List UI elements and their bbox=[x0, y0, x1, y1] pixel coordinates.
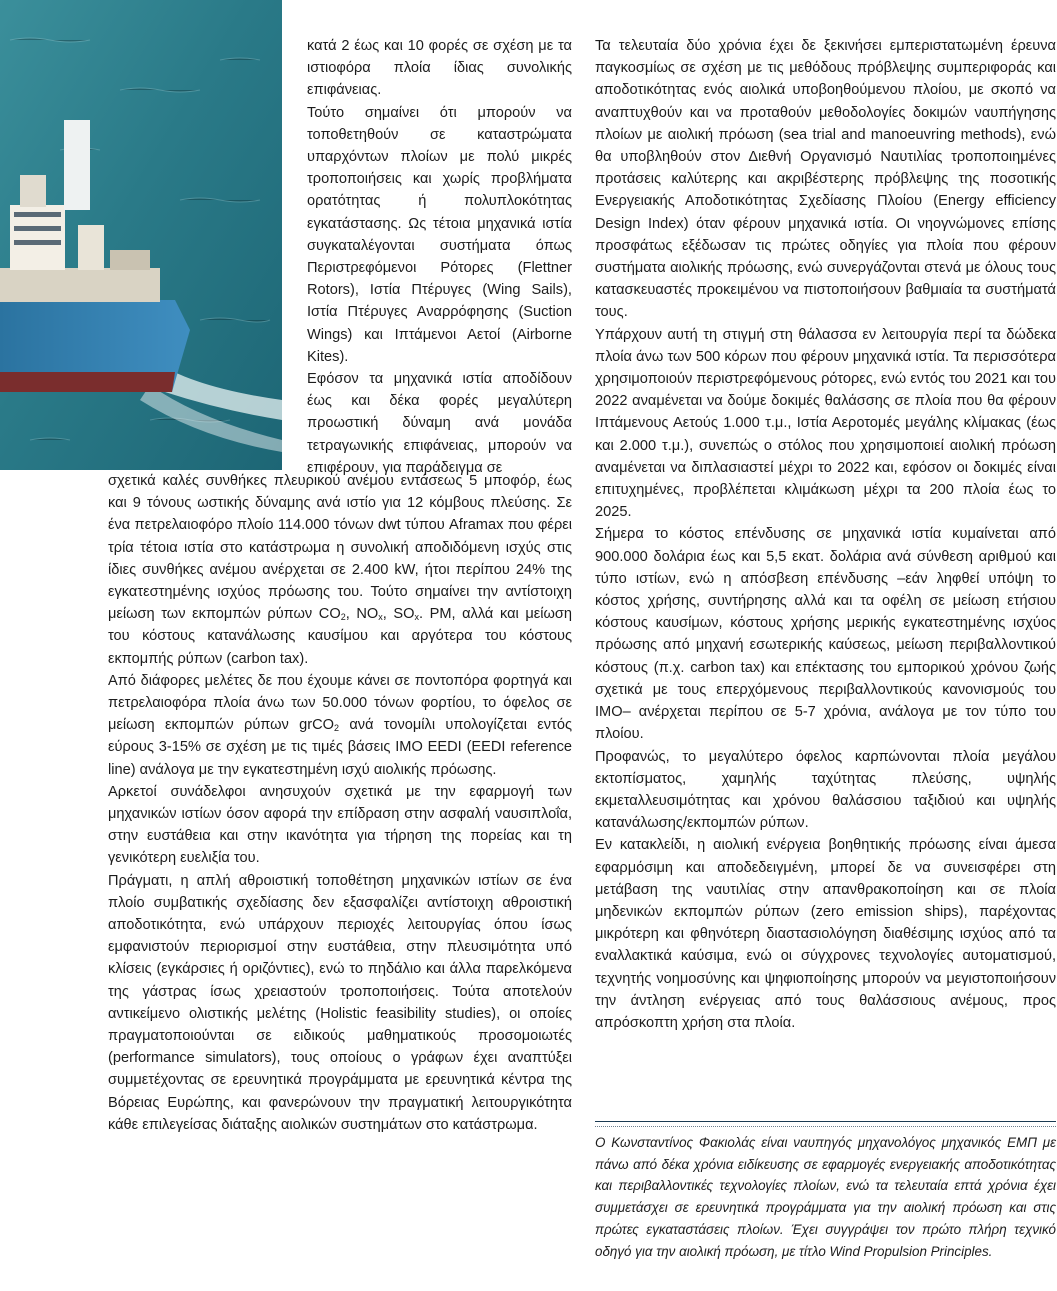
paragraph: Υπάρχουν αυτή τη στιγμή στη θάλασσα εν λειτουργία περί τα δώδεκα πλοία άνω των 500 κόρων που φέρουν μηχανικά ιστία. Τα περισσότερα χρησιμοποιούν περιστρεφόμενους ρότορες, ενώ εντός του 2021 και του 2022 αναμένεται να δούμε δοκιμές θαλάσσης σε πλοία που θα φέρουν Ιπτάμενους Αετούς 1.000 τ.μ., Ιστία Αεροτομές μεγάλης κλίμακας (έως και 2.000 τ.μ.), συνεπώς ο στόλος που χρησιμοποιεί αιολική πρόωση αναμένεται να διπλασιαστεί μέχρι το 2022 και, εφόσον οι δοκιμές είναι επιτυχημένες, προβλέπεται κλιμάκωση μέχρι τα 200 πλοία έως το 2025. bbox=[595, 326, 1056, 521]
bio-divider-dotted bbox=[595, 1126, 1056, 1127]
paragraph: Σήμερα το κόστος επένδυσης σε μηχανικά ιστία κυμαίνεται από 900.000 δολάρια έως και 5,5 εκατ. δολάρια ανά σύνθεση αριθμού και τύπο ιστίων, ενώ η απόσβεση επένδυσης –εάν ληφθεί υπόψη το κόστος χρήσης, συντήρησης αλλά και τα οφέλη σε μείωση ετήσιου κόστους καυσίμων, κόστους χρήσης μερικής εγκατεστημένης ισχύος πρόωσης από μηχανή εσωτερικής καύσεως, μείωση περιβαλλοντικού κόστους (π.χ. carbon tax) και επέκτασης του εμπορικού χρόνου ζωής σχετικά με τους επερχόμενους περιβαλλοντικούς κανονισμούς του IMO– ανέρχεται περίπου σε 5-7 χρόνια, ανάλογα με τον τύπο του πλοίου. bbox=[595, 526, 1056, 743]
paragraph: κατά 2 έως και 10 φορές σε σχέση με τα ιστιοφόρα πλοία ίδιας συνολικής επιφάνειας. bbox=[307, 38, 572, 99]
paragraph: Τούτο σημαίνει ότι μπορούν να τοποθετηθούν σε καταστρώματα υπαρχόντων πλοίων με πολύ μικρές τροποποιήσεις και χωρίς προβλήματα ορατότητας ή πολυπλοκότητας εγκατάστασης. Ως τέτοια μηχανικά ιστία συγκαταλέγονται συστήματα όπως Περιστρεφόμενοι Ρότορες (Flettner Rotors), Ιστία Πτέρυγες (Wing Sails), Ιστία Πτέρυγες Αναρρόφησης (Suction Wings) και Ιπτάμενοι Αετοί (Airborne Kites). bbox=[307, 104, 572, 365]
author-bio: Ο Κωνσταντίνος Φακιολάς είναι ναυπηγός μηχανολόγος μηχανικός ΕΜΠ με πάνω από δέκα χρόνια ειδίκευσης σε εφαρμογές ενεργειακής αποδοτικότητας και περιβαλλοντικές τεχνολογίες πλοίων, ενώ τα τελευταία επτά χρόνια έχει συμμετάσχει σε ερευνητικά προγράμματα για την αιολική πρόωση και στις πρώτες εγκαταστάσεις πλοίων. Έχει συγγράψει τον πρώτο πλήρη τεχνικό οδηγό για την αιολική πρόωση, με τίτλο Wind Propulsion Principles. bbox=[595, 1135, 1056, 1259]
paragraph: Εν κατακλείδι, η αιολική ενέργεια βοηθητικής πρόωσης είναι άμεσα εφαρμόσιμη και αποδεδειγμένη, μπορεί δε να συνεισφέρει στη μετάβαση της ναυτιλίας στην απανθρακοποίηση και σε πλοία μηδενικών εκπομπών ρύπων (zero emission ships), παρέχοντας μικρότερη και φθηνότερη διαστασιολόγηση διαθέσιμης ισχύος από τα εναλλακτικά καύσιμα, ενώ οι σύγχρονες τεχνολογίες αυτοματισμού, τεχνητής νοημοσύνης και ψηφιοποίησης μπορούν να μεγιστοποιήσουν την άντληση ενέργειας από τους θαλάσσιους ανέμους, προς απρόσκοπτη χρήση στα πλοία. bbox=[595, 837, 1056, 1031]
right-column bbox=[595, 35, 1056, 1034]
paragraph: Εφόσον τα μηχανικά ιστία αποδίδουν έως και δέκα φορές μεγαλύτερη προωστική δύναμη ανά μονάδα τετραγωνικής επιφάνειας, μπορούν να επιφέρουν, για παράδειγμα σε bbox=[307, 371, 572, 476]
left-column-bottom bbox=[108, 470, 572, 1136]
paragraph: Πράγματι, η απλή αθροιστική τοποθέτηση μηχανικών ιστίων σε ένα πλοίο συμβατικής σχεδίασης δεν εξασφαλίζει αντίστοιχη αθροιστική αποδοτικότητα, ενώ υπάρχουν περιοχές λειτουργίας όπου ίσως εμφανιστούν περιορισμοί στην ευστάθεια, στην πλευσιμότητα υπό κλίσεις (εγκάρσιες ή οριζόντιες), ενώ το πηδάλιο και άλλα παρελκόμενα της γάστρας ίσως χρειαστούν τροποποιήσεις. Τούτα αποτελούν αντικείμενο ολιστικής μελέτης (Holistic feasibility studies), οι οποίες πραγματοποιούνται σε ειδικούς μαθηματικούς προσομοιωτές (performance simulators), τους οποίους ο γράφων έχει αναπτύξει συμμετέχοντας σε ερευνητικά προγράμματα με ερευνητικά κέντρα της Βόρειας Ευρώπης, και φανερώνουν την πραγματική λειτουργικότητα κάθε επιλεγείσας διάταξης αιολικών συστημάτων στο κατάστρωμα. bbox=[108, 872, 572, 1133]
bio-divider bbox=[595, 1121, 1056, 1122]
paragraph: Προφανώς, το μεγαλύτερο όφελος καρπώνονται πλοία μεγάλου εκτοπίσματος, χαμηλής ταχύτητας πλεύσης, υψηλής εκμεταλλευσιμότητας και χρόνου θαλάσσιου ταξιδιού και υψηλής κατανάλωσης/εκπομπών ρύπων. bbox=[595, 748, 1056, 832]
ship-illustration bbox=[0, 0, 282, 470]
paragraph: σχετικά καλές συνθήκες πλευρικού ανέμου εντάσεως 5 μποφόρ, έως και 9 τόνους ωστικής δύναμης ανά ιστίο για 12 κόμβους πλεύσης. Σε ένα πετρελαιοφόρο πλοίο 114.000 τόνων dwt τύπου Aframax που φέρει τρία τέτοια ιστία στο κατάστρωμα η συνολική αποδιδόμενη ισχύς στις ίδιες συνθήκες ανέμου ανέρχεται σε 2.400 kW, ήτοι περίπου 24% της εγκατεστημένης ισχύος πρόωσης του. Τούτο σημαίνει την αντίστοιχη μείωση των εκπομπών ρύπων $CO_2$, $NO_x$, $SO_x$. PM, αλλά και μείωση του κόστους κατανάλωσης καυσίμου και αργότερα του κόστους εκπομπής ρύπων (carbon tax). bbox=[108, 473, 572, 667]
paragraph: Από διάφορες μελέτες δε που έχουμε κάνει σε ποντοπόρα φορτηγά και πετρελαιοφόρα πλοία άνω των 50.000 τόνων φορτίου, το όφελος σε μείωση εκπομπών ρύπων grCO$_2$ ανά τονομίλι υπολογίζεται εντός εύρους 3-15% σε σχέση με τις τιμές βάσεις IMO EEDI (EEDI reference line) ανάλογα με την εγκατεστημένη ισχύ αιολικής πρόωσης. bbox=[108, 672, 572, 778]
ship-photo bbox=[0, 0, 282, 470]
paragraph: Αρκετοί συνάδελφοι ανησυχούν σχετικά με την εφαρμογή των μηχανικών ιστίων όσον αφορά την επίδραση στην ασφαλή ναυσιπλοΐα, στην ευστάθεια και στην ικανότητα για τήρηση της πορείας και τη γενικότερη ευελιξία του. bbox=[108, 783, 572, 867]
paragraph: Τα τελευταία δύο χρόνια έχει δε ξεκινήσει εμπεριστατωμένη έρευνα παγκοσμίως σε σχέση με τις μεθόδους πρόβλεψης συμπεριφοράς και αποδοτικότητας ενός αιολικά υποβοηθούμενου πλοίου, με σκοπό να αναπτυχθούν και να προταθούν μεθοδολογίες δοκιμών ναυπήγησης πλοίων με αιολική πρόωση (sea trial and manoeuvring methods), ενώ θα υποβληθούν στον Διεθνή Οργανισμό Ναυτιλίας τροποποιημένες προτάσεις καλύτερης και ακριβέστερης πρόβλεψης της ποσοτικής Ενεργειακής Αποδοτικότητας Σχεδίασης Πλοίου (Energy efficiency Design Index) όταν φέρουν μηχανικά ιστία. Οι νηογνώμονες επίσης προσφάτως εξέδωσαν τις πρώτες οδηγίες για πλοία που φέρουν συστήματα αιολικής πρόωσης, ενώ συνεργάζονται στενά με όλους τους κατασκευαστές προκειμένου να πιστοποιήσουν βαθμιαία τα συστήματά τους. bbox=[595, 38, 1056, 321]
left-column-top bbox=[307, 35, 572, 479]
